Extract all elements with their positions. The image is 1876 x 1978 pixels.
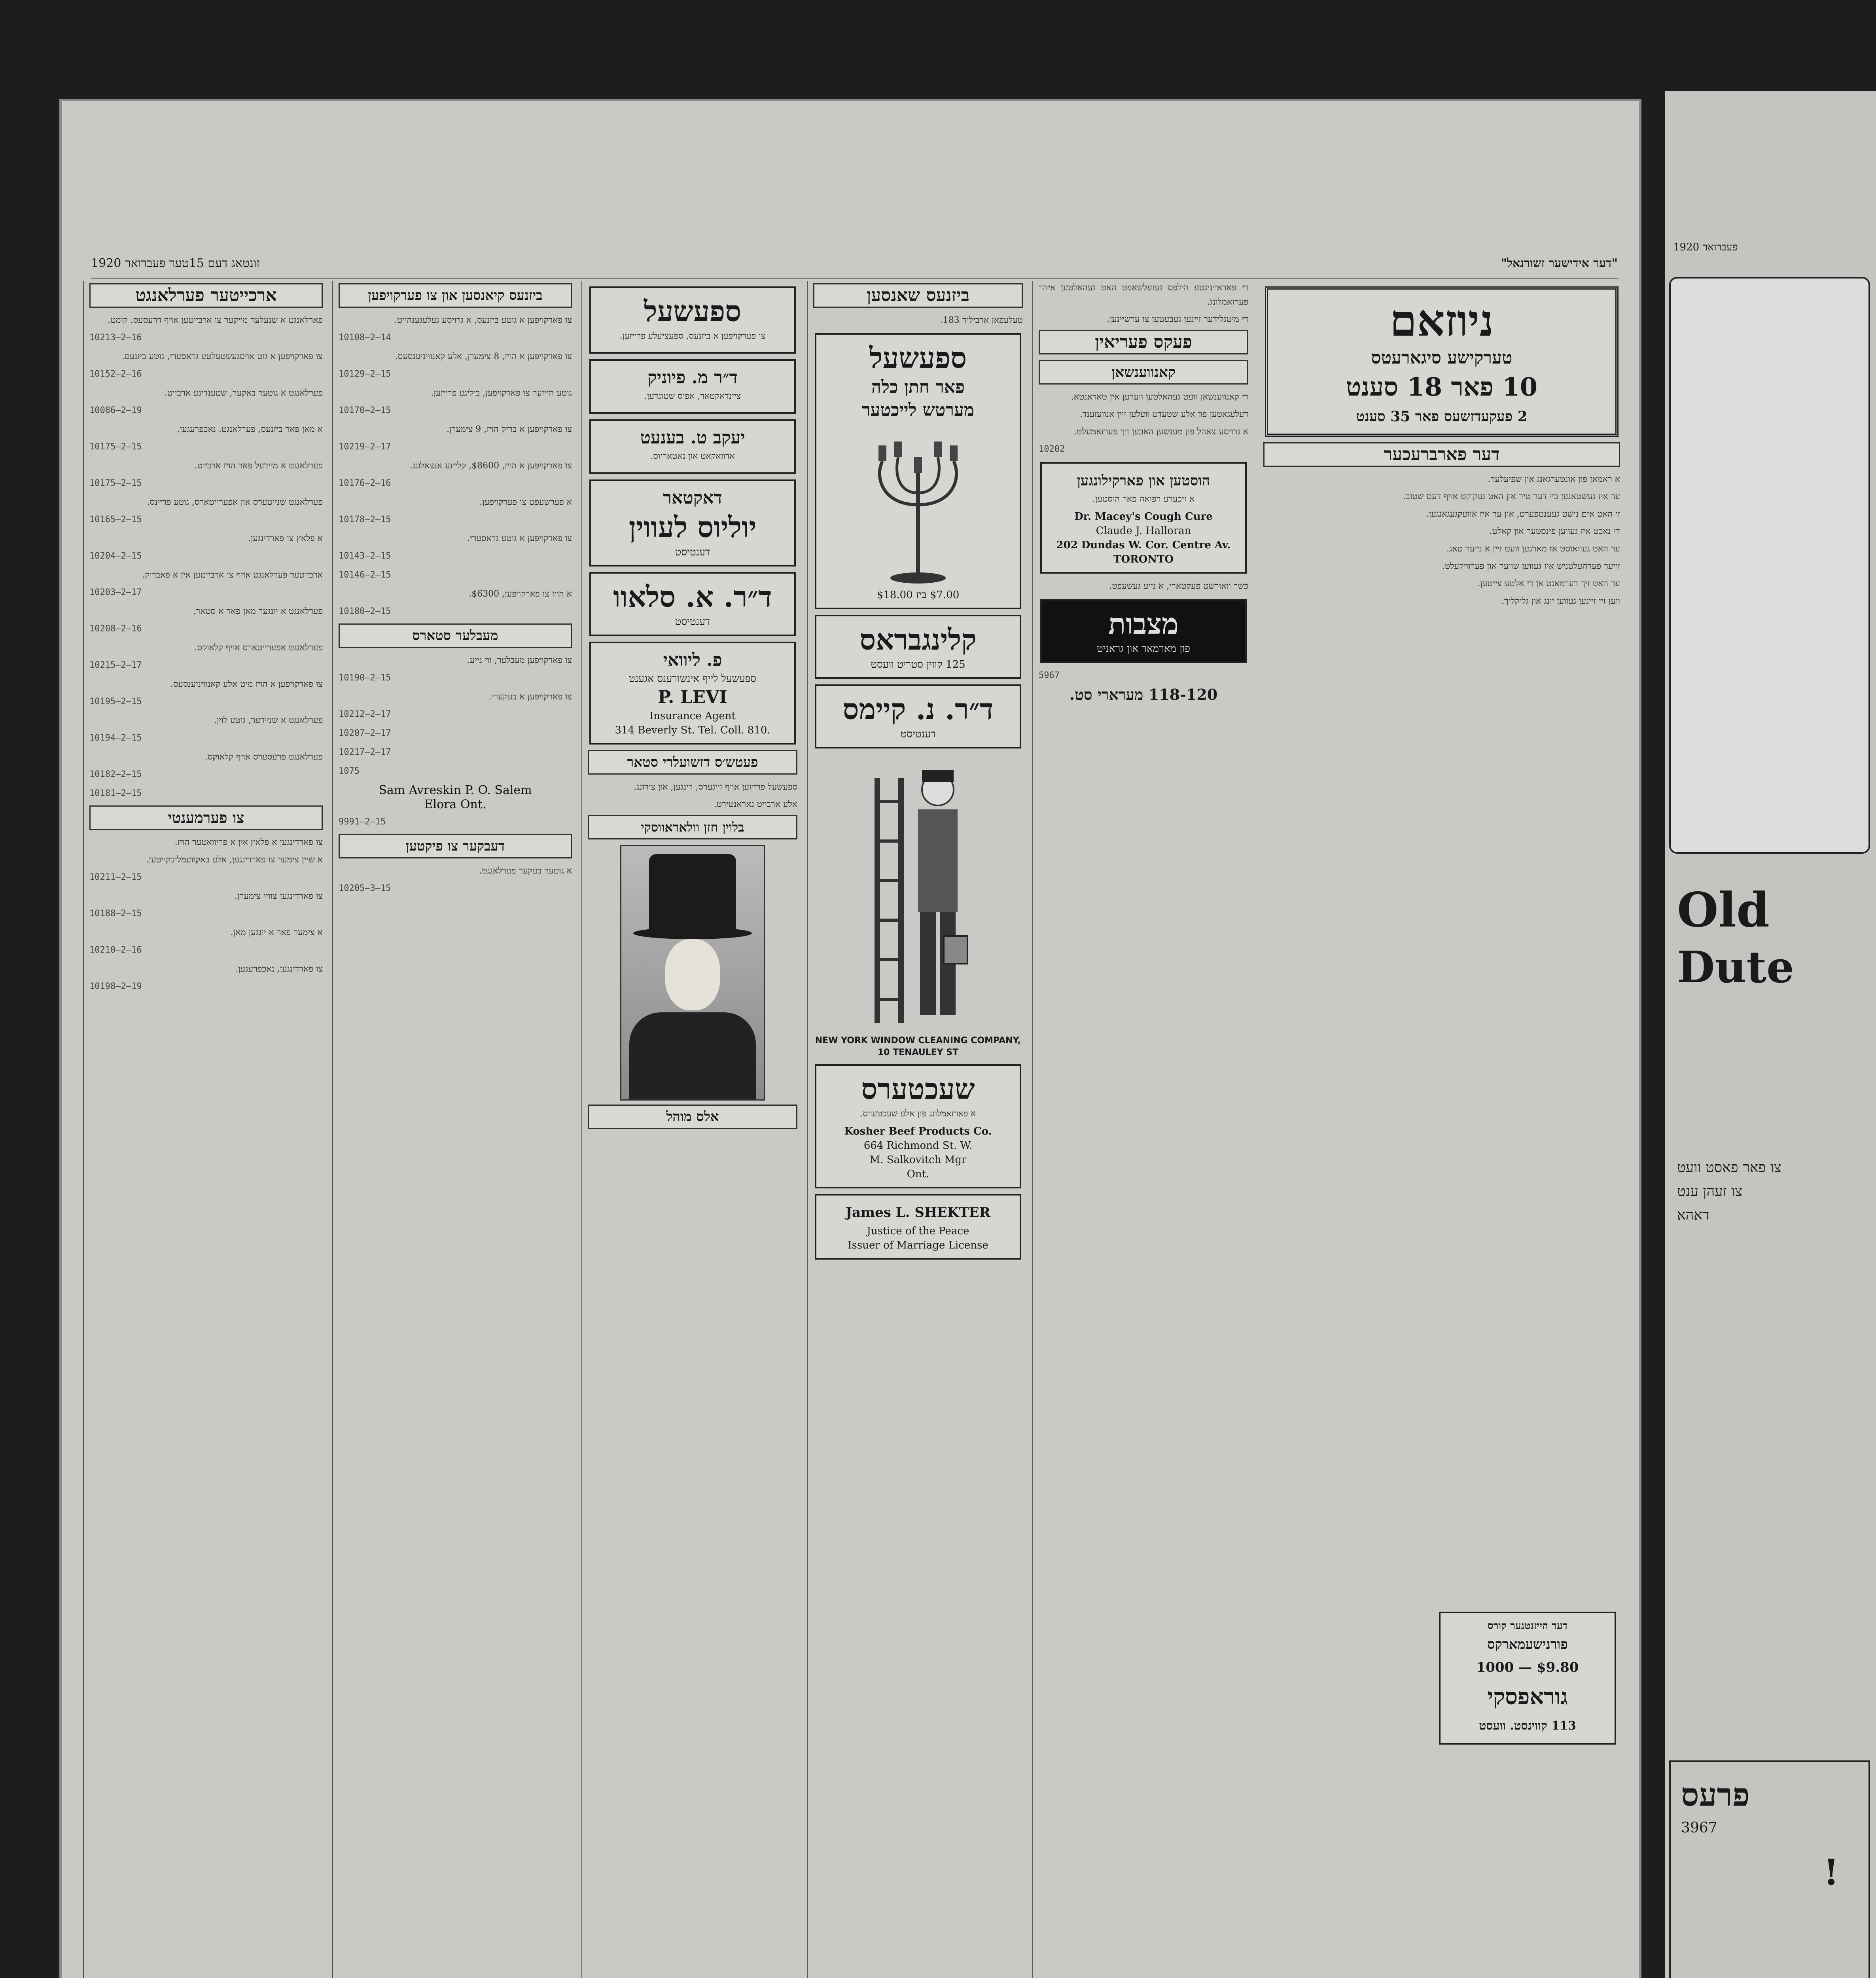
kleinbrass-ad bbox=[815, 615, 1021, 679]
classified-code: 10198—2—19 bbox=[89, 981, 142, 991]
column-subheading: קאנווענשאן bbox=[1039, 360, 1248, 385]
classified-code: 10180—2—15 bbox=[339, 606, 391, 616]
ad-name: פ. ליוואי bbox=[663, 650, 722, 670]
ad-en2: Claude J. Halloran bbox=[1096, 525, 1191, 537]
ad-name: ד״ר מ. פיוניק bbox=[647, 368, 738, 388]
classified-code: 9991—2—15 bbox=[339, 817, 386, 827]
ad-en3: Issuer of Marriage License bbox=[848, 1239, 988, 1251]
classified-code: 10175—2—15 bbox=[89, 442, 142, 452]
ad-sub: פון מארמאר און גראניט bbox=[1096, 643, 1191, 655]
ad-sub: פאר חתן כלה bbox=[871, 377, 965, 397]
ad-title: דאקטאר bbox=[663, 488, 722, 508]
column-news-convention: די פאראייניגטע הילפס געזעלשאפט האט געהאלטען איהר פערזאמלונג. די מיטגלידער זיינען געבעטען צו ערשיינען. פעקס פעריאין קאנווענשאן די קאנווענשאן וועט געהאלטען ווערען אין טאראנטא. דעלעגאטען פון אלע שטעדט וועלען זיין אנוועזענד. א גרויסע צאהל פון מענשען האבען זיך פערזאמעלט. 10202 הוסטען און פארקילונגען א זיכערע רפואה פאר הוסטען. Dr. Macey's Cough Cure Claude J. Halloran 202 Dundas W. Cor. Centre Av. TORONTO כשר וואורשט פעקטארי, א נייע געשעפט. מצבות פון מארמאר און גראניט 5967 118-120 מערארי סט. bbox=[1032, 281, 1254, 1978]
classified-code: 10165—2—15 bbox=[89, 515, 142, 525]
column-business-chances: ביזנעס קיאנסען און צו פערקויפען צו פארקויפען א גוטע ביזנעס, א גרויסע געלעגענהייט. 10108—2—14 צו פארקויפען א הויז, 8 צימערן, אלע קאנוויניענסעס. 10129—2—15 גוטע הייזער צו פארקויפען, ביליגע פרייזען. 10170—2—15 צו פארקויפען א בריק הויז, 9 צימערן. 10219—2—17 צו פארקויפען א הויז, $8600, קליינע אנצאלונג. 10176—2—16 א פערשעפט צו פערקויפען. 10178—2—15 צו פארקויפען א גוטע גראסערי. 10143—2—15 10146—2—15 א הויז צו פארקויפען, $6300. 10180—2—15 מעבלער סטארס צו פארקויפען מעבלער, ווי נייע. 10190—2—15 צו פארקויפען א בעקערי. 10212—2—17 10207—2—17 10217—2—17 1075 Sam Avreskin P. O. Salem Elora Ont. 9991—2—15 דעבקער צו פיקטען א גוטער בעקער פערלאנגט. 10205—3—15 bbox=[332, 281, 577, 1978]
justice-of-peace-ad bbox=[815, 1194, 1021, 1260]
classified-code: 10170—2—15 bbox=[339, 405, 391, 415]
ad-name: יעקב ט. בענעט bbox=[640, 428, 745, 448]
ad-title: מצבות bbox=[1108, 607, 1179, 640]
portrait-caption: בלוין חזן וולאדאווסקי bbox=[588, 815, 797, 839]
ad-title: דער הייזנטנער קורס bbox=[1487, 1620, 1568, 1632]
classified-code: 10152—2—16 bbox=[89, 369, 142, 379]
ad-price: $7.00 ביז $18.00 bbox=[876, 589, 960, 601]
classified-code: 10176—2—16 bbox=[339, 478, 391, 488]
ad-line1: טערקישע סיגארעטס bbox=[1371, 348, 1513, 368]
masthead: "דער אידישער זשורנאל" bbox=[1501, 256, 1618, 270]
column-heading: ביזנעס שאנסען bbox=[813, 283, 1023, 308]
benet-ad: יעקב ט. בענעט אדוואקאט און נאטאריוס. bbox=[589, 419, 796, 474]
classified-code: 10086—2—19 bbox=[89, 405, 142, 415]
issue-date: זונטאג דעם 15טער פעברואר 1920 bbox=[91, 256, 260, 270]
classified-code: 10143—2—15 bbox=[339, 551, 391, 561]
section-heading: צו פערמענטי bbox=[89, 805, 323, 830]
section-heading: פעטש׳ס דזשועלרי סטאר bbox=[588, 750, 797, 775]
ad-sub: ספעשעל לייף אינשורענס אגענט bbox=[628, 673, 757, 685]
ad-name: גוראפסקי bbox=[1487, 1684, 1568, 1710]
ad-sub: דענטיסט bbox=[900, 728, 936, 740]
special-ad: ספעשעל צו פערקויפען א ביזנעס, ספעציעלע פרייזען. bbox=[589, 286, 796, 354]
column-heading: ביזנעס קיאנסען און צו פערקויפען bbox=[339, 283, 572, 308]
dentist-ad-levin bbox=[589, 479, 796, 566]
ad-title: ספעשעל bbox=[644, 294, 742, 328]
ad-en1: Dr. Macey's Cough Cure bbox=[1074, 511, 1213, 523]
classified-code: 10181—2—15 bbox=[89, 788, 142, 798]
monument-phone: 118-120 מערארי סט. bbox=[1069, 686, 1218, 703]
column-ads-right: ניוזאם טערקישע סיגארעטס 10 פאר 18 סענט 2 פעקעדזשעס פאר 35 סענט דער פארברעכער א ראמאן פון אונטערגאנג און שפיעלער. ער איז געשטאנען ביי דער טיר און האט געקוקט אויף דעם שטוב. זי האט אים נישט געענטפערט, און ער איז אוועקגעגאנגען. די נאכט איז געווען פינסטער און קאלט. ער האט געוואוסט אז מארגען וועט זיין א נייער טאג. זייער פערהעלטניש איז געווען שווער און פערוויקעלט. ער האט זיך דערמאנט אן די אלטע צייטען. ווען זיי זיינען געווען יונג און גליקליך. דער הייזנטנער קורס פורנישעמארקס $9.80 — 1000 גוראפסקי 113 קווינסט. וועסט bbox=[1258, 281, 1626, 1978]
newspaper-page bbox=[59, 99, 1641, 1978]
window-cleaner-illustration bbox=[859, 754, 977, 1031]
classified-code: 10108—2—14 bbox=[339, 333, 391, 343]
dentist-ad-keims bbox=[815, 684, 1021, 748]
ad-title: ניוזאם bbox=[1389, 295, 1494, 346]
ad-line1: פורנישעמארקס bbox=[1487, 1637, 1568, 1652]
next-page-text: צו זעהן ענט bbox=[1677, 1183, 1743, 1199]
ad-name: ד״ר. א. סלאוו bbox=[613, 580, 772, 614]
column-heading: ארכייטער פערלאנגט bbox=[89, 283, 323, 308]
ad-line3: 2 פעקעדזשעס פאר 35 סענט bbox=[1356, 408, 1528, 425]
dentist-ad-slaw bbox=[589, 572, 796, 636]
classified-code: 10210—2—16 bbox=[89, 945, 142, 955]
ad-sub: דענטיסט bbox=[675, 546, 710, 558]
next-page-text: פרעס bbox=[1681, 1776, 1750, 1813]
ad-sub: דענטיסט bbox=[675, 616, 710, 628]
next-page-text: 3967 bbox=[1681, 1820, 1717, 1836]
next-page-text: ! bbox=[1823, 1851, 1839, 1893]
shochtim-ad: שעכטערס א פארזאמלונג פון אלע שעכטערס. Kosher Beef Products Co. 664 Richmond St. W. M. Salkovitch Mgr Ont. bbox=[815, 1064, 1021, 1188]
classified-code: 10205—3—15 bbox=[339, 883, 391, 893]
ad-title: שעכטערס bbox=[861, 1072, 975, 1106]
ad-address: 125 קווין סטריט וועסט bbox=[871, 659, 965, 671]
ad-en3: M. Salkovitch Mgr bbox=[869, 1154, 967, 1166]
ad-price: $9.80 — 1000 bbox=[1476, 1660, 1579, 1675]
ad-line-en: Insurance Agent bbox=[649, 710, 736, 722]
classified-code: 10212—2—17 bbox=[339, 709, 391, 719]
ad-en3: 202 Dundas W. Cor. Centre Av. bbox=[1056, 539, 1231, 551]
classified-code: 10217—2—17 bbox=[339, 747, 391, 757]
column-heading: פעקס פעריאין bbox=[1039, 330, 1248, 354]
ad-en2: Justice of the Peace bbox=[867, 1225, 969, 1237]
ad-en4: TORONTO bbox=[1113, 553, 1174, 565]
column-ads-center: ביזנעס שאנסען טעלעפאן ארביליר 183. ספעשעל פאר חתן כלה מערטש לייכטער $7.00 ביז $18.00 קלינגבראס 125 קווין סטריט וועסט ד״ר. נ. קיימס דענטיסט NEW YORK WINDOW CLEANING COMPANY, 10 TENAULEY ST שעכטערס א פארזאמלונג פון אלע שעכטערס. Kosher Beef Products Co. 664 Richmond St. W. M. Salkovitch Mgr Ont. James L. SHEKTER Justice of the Peace Issuer of Marriage License bbox=[807, 281, 1028, 1978]
next-page-text: Dute bbox=[1677, 942, 1795, 993]
classified-code: 10219—2—17 bbox=[339, 442, 391, 452]
classified-code: 10204—2—15 bbox=[89, 551, 142, 561]
ad-en2: 664 Richmond St. W. bbox=[863, 1140, 973, 1152]
ad-address: 113 קווינסט. וועסט bbox=[1479, 1719, 1576, 1733]
cough-cure-ad: הוסטען און פארקילונגען א זיכערע רפואה פאר הוסטען. Dr. Macey's Cough Cure Claude J. Halloran 202 Dundas W. Cor. Centre Av. TORONTO bbox=[1040, 462, 1247, 574]
next-page-text: דאהא bbox=[1677, 1207, 1709, 1223]
section-heading: מעבלער סטארס bbox=[339, 623, 572, 648]
insurance-ad-levi bbox=[589, 642, 796, 745]
classified-code: 10207—2—17 bbox=[339, 728, 391, 738]
ad-name: יוליוס לעווין bbox=[628, 510, 757, 544]
candelabra-illustration bbox=[859, 426, 977, 584]
window-cleaner-name: NEW YORK WINDOW CLEANING COMPANY, 10 TENAULEY ST bbox=[815, 1036, 1021, 1057]
classified-code: 10190—2—15 bbox=[339, 673, 391, 683]
story-heading: דער פארברעכער bbox=[1263, 442, 1620, 467]
ad-candles: מערטש לייכטער bbox=[862, 400, 974, 420]
wedding-special-ad bbox=[815, 333, 1021, 609]
ad-en1: Kosher Beef Products Co. bbox=[844, 1125, 992, 1137]
classified-code: 10194—2—15 bbox=[89, 733, 142, 743]
ad-en1: James L. SHEKTER bbox=[846, 1205, 990, 1220]
next-page-text: צו פאר פאסט וועט bbox=[1677, 1160, 1781, 1176]
next-page-date: פעברואר 1920 bbox=[1673, 241, 1738, 253]
monument-ad bbox=[1040, 599, 1247, 663]
classified-code: 10182—2—15 bbox=[89, 769, 142, 779]
classified-code: 10129—2—15 bbox=[339, 369, 391, 379]
column-classifieds-help-wanted: ארכייטער פערלאנגט פארלאנגט א שנעלער מייקער צו ארבייטען אויף דרעסעס. קומט. 10213—2—16 צו פארקויפען א גוט אויסגעשטעלטע גראסערי, גוטע ביזנעס. 10152—2—16 פערלאנגט א גוטער באקער, שטענדיגע ארבייט. 10086—2—19 א מאן פאר ביזנעס, פערלאנגט. נאכפרעגען. 10175—2—15 פערלאנגט א מיידעל פאר הויז ארבייט. 10175—2—15 פערלאנגט שנייטערס און אפערייטארס, גוטע פריינס. 10165—2—15 א פלאץ צו פארדינגען. 10204—2—15 ארבייטער פערלאנגט אויף צו ארבייטען אין א פאבריק. 10203—2—17 פערלאנגט א יונגער מאן פאר א סטאר. 10208—2—16 פערלאנגט אפערייטארס אויף קלאוקס. 10215—2—17 צו פארקויפען א הויז מיט אלע קאנוויניענסעס. 10195—2—15 פערלאנגט א שניידער, גוטע לוין. 10194—2—15 פערלאנגט פרעסערס אויף קלאוקס. 10182—2—15 10181—2—15 צו פערמענטי צו פארדינגען א פלאץ אין א פריוואטער הויז. א שיין צימער צו פארדינגען, אלע באקוועמליכקייטען. 10211—2—15 צו פארדינגען צוויי צימערן. 10188—2—15 א צימער פאר א יונגען מאן. 10210—2—16 צו פארדינגען, נאכפרעגען. 10198—2—19 bbox=[83, 281, 328, 1978]
classified-code: 10213—2—16 bbox=[89, 333, 142, 343]
classified-code: 10215—2—17 bbox=[89, 660, 142, 670]
doctor-ad-finik: ד״ר מ. פיוניק ציינדאקטאר, אפיס שטונדען. bbox=[589, 359, 796, 414]
classified-code: 10195—2—15 bbox=[89, 697, 142, 707]
classified-code: 10188—2—15 bbox=[89, 909, 142, 919]
cigarette-ad bbox=[1265, 286, 1619, 437]
ad-title: הוסטען און פארקילונגען bbox=[1077, 472, 1210, 489]
ad-title: ספעשעל bbox=[869, 341, 967, 375]
classified-code: 5967 bbox=[1039, 671, 1060, 680]
ad-address-en: 314 Beverly St. Tel. Coll. 810. bbox=[615, 724, 770, 736]
ad-name: קלינגבראס bbox=[859, 623, 977, 656]
classified-code: 10178—2—15 bbox=[339, 515, 391, 525]
classified-code: 1075 bbox=[339, 766, 360, 776]
ad-bottom-name: אלס מוהל bbox=[588, 1105, 797, 1129]
next-page-sliver bbox=[1665, 91, 1876, 1978]
cantor-portrait bbox=[620, 845, 765, 1101]
furniture-ad bbox=[1439, 1612, 1616, 1745]
section-heading: דעבקער צו פיקטען bbox=[339, 834, 572, 858]
ad-en4: Ont. bbox=[907, 1168, 929, 1180]
signature: Sam Avreskin P. O. Salem Elora Ont. bbox=[379, 783, 532, 811]
classified-code: 10203—2—17 bbox=[89, 587, 142, 597]
classified-code: 10211—2—15 bbox=[89, 872, 142, 882]
ad-name-en: P. LEVI bbox=[658, 687, 727, 707]
classified-code: 10175—2—15 bbox=[89, 478, 142, 488]
classified-code: 10208—2—16 bbox=[89, 624, 142, 634]
column-professional-ads: ספעשעל צו פערקויפען א ביזנעס, ספעציעלע פרייזען. ד״ר מ. פיוניק ציינדאקטאר, אפיס שטונדען. יעקב ט. בענעט אדוואקאט און נאטאריוס. דאקטאר יוליוס לעווין דענטיסט ד״ר. א. סלאוו דענטיסט פ. ליוואי ספעשעל לייף אינשורענס אגענט P. LEVI Insurance Agent 314 Beverly St. Tel. Coll. 810. פעטש׳ס דזשועלרי סטאר ספעשעל פרייזען אויף זייגערס, רינגען, און צירונג. אלע ארבייט גאראנטירט. בלוין חזן וולאדאווסקי אלס מוהל bbox=[581, 281, 803, 1978]
ad-name: ד״ר. נ. קיימס bbox=[842, 692, 994, 726]
classified-code: 10202 bbox=[1039, 444, 1065, 454]
next-page-text: Old bbox=[1677, 882, 1770, 938]
ad-line2: 10 פאר 18 סענט bbox=[1346, 372, 1538, 402]
classified-code: 10146—2—15 bbox=[339, 570, 391, 580]
page-header bbox=[91, 249, 1618, 279]
